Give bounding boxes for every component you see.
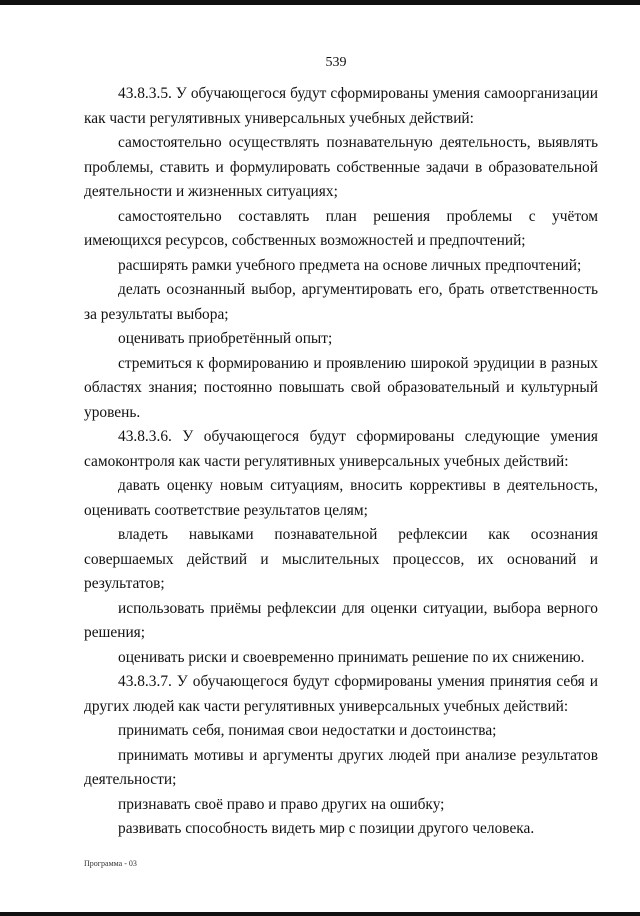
paragraph: оценивать риски и своевременно принимать решение по их снижению.: [118, 648, 585, 666]
body-text: [84, 82, 598, 842]
page-number: 539: [325, 55, 347, 70]
footer-note: Программа - 03: [84, 859, 137, 868]
paragraph: давать оценку новым ситуациям, вносить коррективы в деятельность, оценивать соответствие результатов целям;: [84, 477, 598, 519]
scan-top-edge: [0, 0, 640, 5]
paragraph: принимать мотивы и аргументы других людей при анализе результатов деятельности;: [84, 746, 598, 788]
paragraph: использовать приёмы рефлексии для оценки ситуации, выбора верного решения;: [84, 599, 598, 641]
paragraph: признавать своё право и право других на ошибку;: [118, 795, 445, 813]
paragraph: расширять рамки учебного предмета на основе личных предпочтений;: [118, 256, 582, 274]
paragraph: владеть навыками познавательной рефлексии как осознания совершаемых действий и мыслительных процессов, их оснований и результатов;: [84, 526, 598, 592]
paragraph: делать осознанный выбор, аргументировать его, брать ответственность за результаты выбора;: [84, 281, 598, 323]
section-heading-43-8-3-6: 43.8.3.6. У обучающегося будут сформированы следующие умения самоконтроля как части регулятивных универсальных учебных действий:: [84, 428, 598, 470]
section-heading-43-8-3-5: 43.8.3.5. У обучающегося будут сформированы умения самоорганизации как части регулятивных универсальных учебных действий:: [84, 85, 598, 127]
scan-bottom-edge: [0, 912, 640, 916]
paragraph: самостоятельно составлять план решения проблемы с учётом имеющихся ресурсов, собственных возможностей и предпочтений;: [84, 207, 598, 249]
paragraph: принимать себя, понимая свои недостатки и достоинства;: [118, 722, 497, 739]
paragraph: стремиться к формированию и проявлению широкой эрудиции в разных областях знания; постоянно повышать свой образовательный и культурный уровень.: [84, 354, 598, 421]
paragraph: развивать способность видеть мир с позиции другого человека.: [118, 820, 535, 837]
paragraph: оценивать приобретённый опыт;: [118, 330, 333, 347]
paragraph: самостоятельно осуществлять познавательную деятельность, выявлять проблемы, ставить и формулировать собственные задачи в образовательной деятельности и жизненных ситуациях;: [84, 134, 598, 200]
section-heading-43-8-3-7: 43.8.3.7. У обучающегося будут сформированы умения принятия себя и других людей как части регулятивных универсальных учебных действий:: [84, 673, 598, 715]
